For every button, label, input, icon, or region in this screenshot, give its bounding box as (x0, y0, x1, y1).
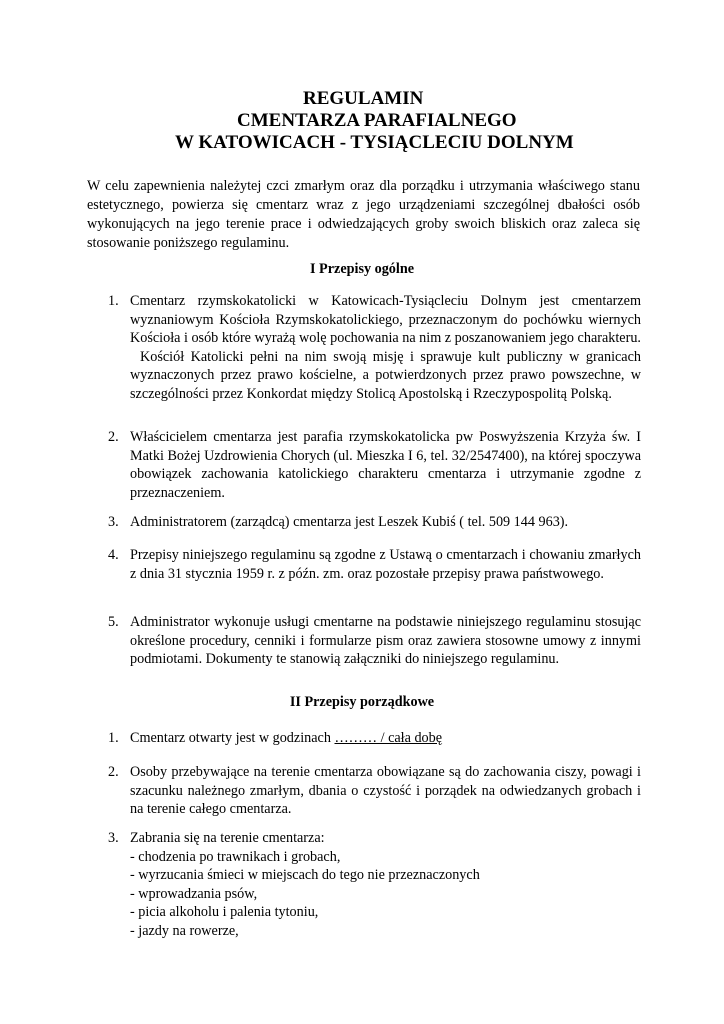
item-number: 2. (108, 429, 119, 445)
item-text: Administrator wykonuje usługi cmentarne na podstawie niniejszego regulaminu stosując określone procedury, cenniki i formularze pism oraz zawiera stosowne umowy z innymi podmiotami. Dokumenty te stanowią załączniki do niniejszego regulaminu. (130, 614, 641, 667)
item-text-continuation: Kościół Katolicki pełni na nim swoją misję i sprawuje kult publiczny w granicach wyznaczonych przez prawo kościelne, a potwierdzonych przez prawo powszechne, w szczególności przez Konkordat między Stolicą Apostolską i Rzeczypospolitą Polską. (130, 348, 641, 402)
item-text: Zabrania się na terenie cmentarza: (130, 830, 325, 846)
section-2-item-2 (108, 763, 641, 819)
list-item: - picia alkoholu i palenia tytoniu, (130, 904, 319, 920)
section-2-item-1 (108, 729, 641, 748)
item-text: Przepisy niniejszego regulaminu są zgodne z Ustawą o cmentarzach i chowaniu zmarłych z dnia 31 stycznia 1959 r. z późn. zm. oraz pozostałe przepisy prawa państwowego. (130, 547, 641, 582)
item-number: 1. (108, 730, 119, 746)
section-1-item-5 (108, 613, 641, 669)
list-item: - chodzenia po trawnikach i grobach, (130, 848, 341, 865)
item-text: Administratorem (zarządcą) cmentarza jest Leszek Kubiś ( tel. 509 144 963). (130, 514, 569, 530)
title-line-3: W KATOWICACH - TYSIĄCLECIU DOLNYM (175, 132, 574, 153)
title-line-2: CMENTARZA PARAFIALNEGO (237, 110, 517, 131)
item-number: 3. (108, 514, 119, 530)
item-number: 2. (108, 764, 119, 780)
section-1-item-3 (108, 513, 641, 532)
item-text: Cmentarz rzymskokatolicki w Katowicach-Tysiącleciu Dolnym jest cmentarzem wyznaniowym Kościoła Rzymskokatolickiego, przeznaczonym do pochówku wiernych Kościoła i osób które wyrażą wolę pochowania na nim z poszanowaniem jego charakteru. (130, 293, 641, 346)
section-1-heading: I Przepisy ogólne (309, 261, 415, 277)
item-number: 5. (108, 614, 119, 630)
item-number: 3. (108, 830, 119, 846)
prohibitions-list (130, 848, 641, 941)
section-2-heading: II Przepisy porządkowe (289, 694, 435, 710)
section-2-item-3 (108, 829, 641, 940)
opening-hours-underlined: ……… / cała dobę (334, 730, 443, 746)
list-item: - jazdy na rowerze, (130, 922, 239, 939)
item-text: Właścicielem cmentarza jest parafia rzymskokatolicka pw Poswyższenia Krzyża św. I Matki Bożej Uzdrowienia Chorych (ul. Mieszka I 6, tel. 32/2547400), na której spoczywa obowiązek zachowania katolickiego charakteru cmentarza i utrzymanie zgodne z przeznaczeniem. (130, 429, 641, 501)
section-1-item-4 (108, 546, 641, 583)
item-text: Osoby przebywające na terenie cmentarza obowiązane są do zachowania ciszy, powagi i szacunku należnego zmarłym, dbania o czystość i porządek na odwiedzanych grobach i na terenie całego cmentarza. (130, 764, 641, 817)
title-line-1: REGULAMIN (303, 88, 424, 109)
section-1-item-1 (108, 292, 641, 403)
section-1-item-2 (108, 428, 641, 502)
intro-paragraph: W celu zapewnienia należytej czci zmarłym oraz dla porządku i utrzymania właściwego stanu estetycznego, powierza się cmentarz wraz z jego urządzeniami szczególnej dbałości osób wykonujących na jego terenie prace i odwiedzających groby swoich bliskich oraz zaleca się stosowanie poniższego regulaminu. (87, 178, 640, 251)
item-number: 4. (108, 547, 119, 563)
item-text: Cmentarz otwarty jest w godzinach (130, 730, 335, 746)
list-item: - wyrzucania śmieci w miejscach do tego nie przeznaczonych (130, 867, 480, 883)
item-number: 1. (108, 293, 119, 309)
list-item: - wprowadzania psów, (130, 885, 258, 902)
